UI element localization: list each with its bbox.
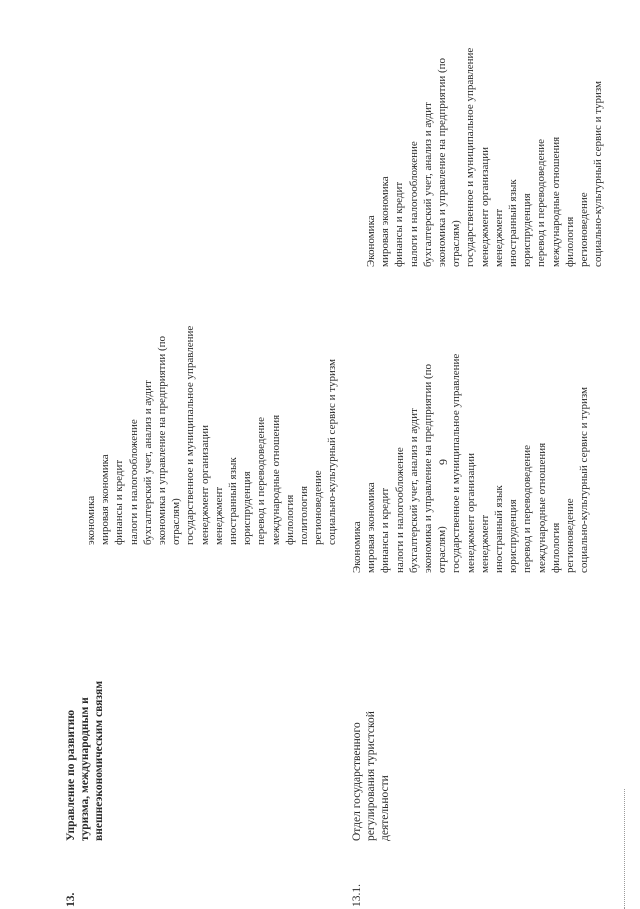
- department-title-line: регулирования туристской: [365, 711, 377, 841]
- specialty-item: менеджмент: [492, 208, 505, 267]
- specialty-item: юриспруденция: [507, 499, 520, 573]
- specialty-item: менеджмент: [212, 486, 225, 545]
- specialty-item: социально-культурный сервис и туризм: [592, 80, 605, 267]
- specialty-item: иностранный язык: [227, 457, 240, 545]
- specialty-item: Экономика: [365, 215, 377, 267]
- specialty-item: международные отношения: [535, 442, 548, 573]
- specialty-item: менеджмент организации: [464, 452, 477, 573]
- specialty-item: менеджмент организации: [198, 424, 211, 545]
- row-number: 13.: [65, 892, 77, 907]
- specialty-item: юриспруденция: [241, 471, 254, 545]
- specialty-item: государственное и муниципальное управление: [450, 353, 463, 573]
- specialty-item: перевод и переводоведение: [255, 417, 268, 545]
- specialty-item: отраслям): [436, 526, 449, 573]
- specialty-item: Экономика: [351, 521, 363, 573]
- specialty-item: политология: [298, 485, 311, 545]
- specialty-item: менеджмент: [478, 514, 491, 573]
- specialty-item: юриспруденция: [521, 193, 534, 267]
- specialties-list: [84, 326, 340, 545]
- specialty-item: бухгалтерский учет, анализ и аудит: [407, 408, 420, 573]
- specialty-item: экономика и управление на предприятии (по: [156, 335, 169, 545]
- specialty-item: экономика и управление на предприятии (по: [422, 363, 435, 573]
- specialty-item: бухгалтерский учет, анализ и аудит: [421, 102, 434, 267]
- department-title-line: туризма, международным и: [79, 697, 91, 841]
- specialty-item: мировая экономика: [365, 482, 378, 573]
- specialty-item: налоги и налогообложение: [393, 447, 406, 573]
- specialty-item: финансы и кредит: [393, 181, 406, 267]
- specialty-item: перевод и переводоведение: [535, 139, 548, 267]
- specialties-list-secondary: [364, 48, 605, 267]
- specialty-item: мировая экономика: [379, 176, 392, 267]
- page-number: 9: [436, 459, 450, 465]
- specialty-item: филология: [549, 522, 562, 573]
- specialty-item: международные отношения: [549, 136, 562, 267]
- specialty-item: филология: [563, 216, 576, 267]
- department-title-line: деятельности: [379, 775, 391, 841]
- specialty-item: социально-культурный сервис и туризм: [326, 358, 339, 545]
- specialty-item: налоги и налогообложение: [407, 141, 420, 267]
- specialty-item: иностранный язык: [493, 485, 506, 573]
- specialty-item: государственное и муниципальное управление: [464, 47, 477, 267]
- department-title-line: Управление по развитию: [65, 709, 77, 841]
- specialty-item: мировая экономика: [99, 454, 112, 545]
- department-title-line: Отдел государственного: [351, 722, 363, 841]
- department-title-line: внешнеэкономическим связям: [93, 680, 105, 841]
- specialty-item: экономика и управление на предприятии (по: [436, 57, 449, 267]
- specialty-item: налоги и налогообложение: [127, 419, 140, 545]
- specialty-item: иностранный язык: [507, 179, 520, 267]
- edge-dotted-rule: [624, 789, 631, 909]
- specialty-item: регионоведение: [578, 192, 591, 267]
- specialty-item: отраслям): [450, 220, 463, 267]
- row-number: 13.1.: [351, 884, 363, 907]
- specialty-item: социально-культурный сервис и туризм: [578, 386, 591, 573]
- specialty-item: финансы и кредит: [379, 487, 392, 573]
- specialty-item: филология: [283, 494, 296, 545]
- specialty-item: отраслям): [170, 498, 183, 545]
- specialty-item: регионоведение: [564, 498, 577, 573]
- specialty-item: экономика: [85, 495, 97, 545]
- specialty-item: менеджмент организации: [478, 146, 491, 267]
- specialty-item: государственное и муниципальное управление: [184, 325, 197, 545]
- specialty-item: регионоведение: [312, 470, 325, 545]
- specialties-list: [350, 354, 591, 573]
- specialty-item: перевод и переводоведение: [521, 445, 534, 573]
- specialty-item: финансы и кредит: [113, 459, 126, 545]
- specialty-item: международные отношения: [269, 414, 282, 545]
- specialty-item: бухгалтерский учет, анализ и аудит: [141, 380, 154, 545]
